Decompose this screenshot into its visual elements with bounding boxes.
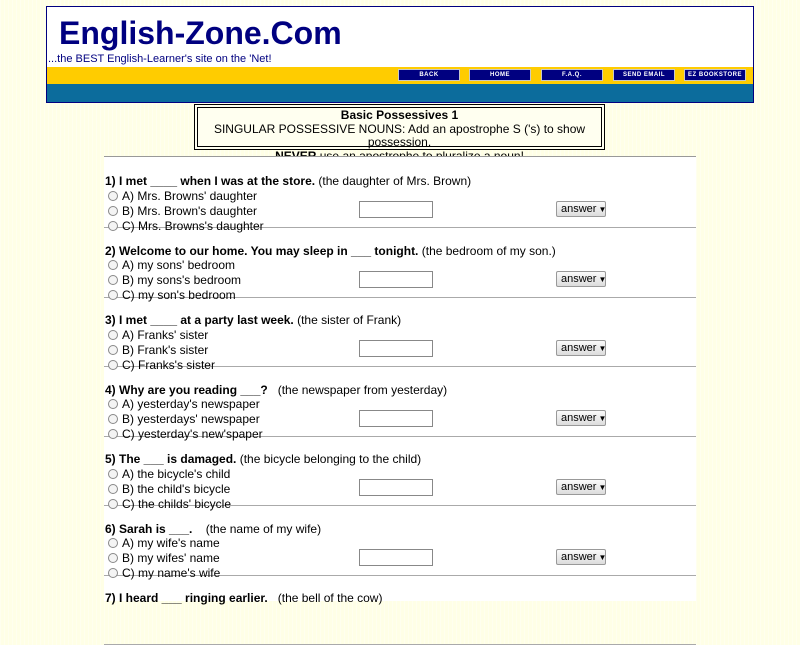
question-prompt: 5) The ___ is damaged.	[105, 452, 237, 466]
answer-option[interactable]	[108, 342, 208, 357]
site-header	[46, 6, 754, 103]
question-hint: (the daughter of Mrs. Brown)	[315, 174, 472, 188]
faq-button[interactable]: F.A.Q.	[541, 69, 603, 81]
question-5	[104, 435, 696, 511]
question-hint: (the bedroom of my son.)	[418, 243, 556, 258]
option-label: B) my sons's bedroom	[122, 273, 241, 287]
answer-option[interactable]	[108, 203, 257, 218]
quiz-rule: SINGULAR POSSESSIVE NOUNS: Add an apostrophe S ('s) to show possession.	[213, 121, 586, 149]
radio-button[interactable]	[108, 414, 118, 424]
answer-option[interactable]	[108, 258, 235, 273]
header-divider-bar	[47, 84, 753, 102]
question-text	[105, 244, 556, 258]
answer-input[interactable]	[359, 271, 433, 288]
question-prompt: 6) Sarah is ___.	[105, 521, 193, 536]
question-7	[104, 574, 696, 645]
question-1	[104, 157, 696, 233]
option-label: C) my name's wife	[122, 566, 221, 580]
radio-button[interactable]	[108, 469, 118, 479]
question-text	[105, 591, 382, 605]
answer-dropdown-button[interactable]	[556, 549, 606, 565]
radio-button[interactable]	[108, 345, 118, 355]
answer-option[interactable]	[108, 412, 260, 427]
option-label: A) Mrs. Browns' daughter	[122, 188, 258, 203]
answer-button-label: answer	[561, 550, 597, 563]
option-label: A) my wife's name	[122, 536, 220, 550]
radio-button[interactable]	[108, 484, 118, 494]
option-label: C) my son's bedroom	[122, 288, 236, 302]
radio-button[interactable]	[108, 399, 118, 409]
radio-button[interactable]	[108, 538, 118, 548]
answer-button-label: answer	[561, 203, 597, 215]
question-2	[104, 227, 696, 302]
quiz-title-box	[194, 104, 605, 150]
radio-button[interactable]	[108, 330, 118, 340]
answer-button-label: answer	[561, 272, 597, 285]
question-hint: (the name of my wife)	[192, 521, 322, 536]
answer-dropdown-button[interactable]	[556, 340, 606, 356]
option-label: C) yesterday's new'spaper	[122, 427, 263, 441]
radio-button[interactable]	[108, 191, 118, 201]
answer-button-label: answer	[561, 342, 597, 354]
home-button[interactable]: HOME	[469, 69, 531, 81]
option-label: B) Frank's sister	[122, 342, 209, 357]
option-label: C) the childs' bicycle	[122, 496, 231, 511]
nav-bar	[47, 67, 753, 84]
question-text	[105, 174, 471, 188]
answer-input[interactable]	[359, 410, 433, 427]
chevron-down-icon: ▼	[598, 205, 607, 214]
question-prompt: 4) Why are you reading ___?	[105, 382, 268, 397]
site-tagline: ...the BEST English-Learner's site on the 'Net!	[48, 53, 272, 65]
quiz-container	[104, 156, 696, 605]
answer-input[interactable]	[359, 201, 433, 218]
question-hint: (the bell of the cow)	[267, 591, 383, 605]
option-label: B) Mrs. Brown's daughter	[122, 203, 258, 218]
answer-input[interactable]	[359, 549, 433, 566]
option-label: A) Franks' sister	[122, 327, 209, 342]
question-prompt: 7) I heard ___ ringing earlier.	[105, 591, 268, 605]
answer-option[interactable]	[108, 536, 220, 551]
radio-button[interactable]	[108, 553, 118, 563]
question-hint: (the newspaper from yesterday)	[267, 382, 448, 397]
chevron-down-icon: ▼	[598, 413, 607, 423]
question-text	[105, 313, 401, 327]
chevron-down-icon: ▼	[598, 274, 607, 284]
question-text	[105, 522, 321, 536]
option-label: A) my sons' bedroom	[122, 258, 235, 272]
answer-option[interactable]	[108, 327, 208, 342]
answer-input[interactable]	[359, 340, 433, 357]
answer-option[interactable]	[108, 481, 230, 496]
question-prompt: 1) I met ____ when I was at the store.	[105, 174, 316, 188]
question-hint: (the bicycle belonging to the child)	[236, 452, 422, 466]
answer-option[interactable]	[108, 397, 260, 412]
answer-button-label: answer	[561, 411, 597, 424]
back-button[interactable]: BACK	[398, 69, 460, 81]
chevron-down-icon: ▼	[598, 552, 607, 562]
chevron-down-icon: ▼	[598, 344, 607, 353]
answer-input[interactable]	[359, 479, 433, 496]
answer-button-label: answer	[561, 481, 597, 493]
option-label: C) Mrs. Browns's daughter	[122, 218, 264, 233]
question-text	[105, 452, 421, 466]
answer-option[interactable]	[108, 551, 220, 566]
question-4	[104, 366, 696, 441]
answer-dropdown-button[interactable]	[556, 201, 606, 217]
option-label: B) the child's bicycle	[122, 481, 231, 496]
option-label: A) yesterday's newspaper	[122, 397, 260, 411]
radio-button[interactable]	[108, 260, 118, 270]
option-label: A) the bicycle's child	[122, 466, 231, 481]
answer-dropdown-button[interactable]	[556, 410, 606, 426]
radio-button[interactable]	[108, 206, 118, 216]
question-prompt: 3) I met ____ at a party last week.	[105, 313, 294, 327]
question-3	[104, 296, 696, 372]
radio-button[interactable]	[108, 275, 118, 285]
question-prompt: 2) Welcome to our home. You may sleep in ___ tonight.	[105, 243, 419, 258]
answer-dropdown-button[interactable]	[556, 479, 606, 495]
site-logo[interactable]: English-Zone.Com	[59, 15, 342, 51]
answer-option[interactable]	[108, 188, 257, 203]
question-hint: (the sister of Frank)	[293, 313, 402, 327]
option-label: B) yesterdays' newspaper	[122, 412, 260, 426]
question-6	[104, 505, 696, 580]
option-label: C) Franks's sister	[122, 357, 215, 372]
answer-dropdown-button[interactable]	[556, 271, 606, 287]
send-email-button[interactable]: SEND EMAIL	[613, 69, 675, 81]
answer-option[interactable]	[108, 466, 230, 481]
answer-option[interactable]	[108, 273, 241, 288]
option-label: B) my wifes' name	[122, 551, 220, 565]
chevron-down-icon: ▼	[598, 483, 607, 492]
ez-bookstore-button[interactable]: EZ BOOKSTORE	[684, 69, 746, 81]
quiz-title: Basic Possessives 1	[340, 108, 459, 122]
question-text	[105, 383, 447, 397]
